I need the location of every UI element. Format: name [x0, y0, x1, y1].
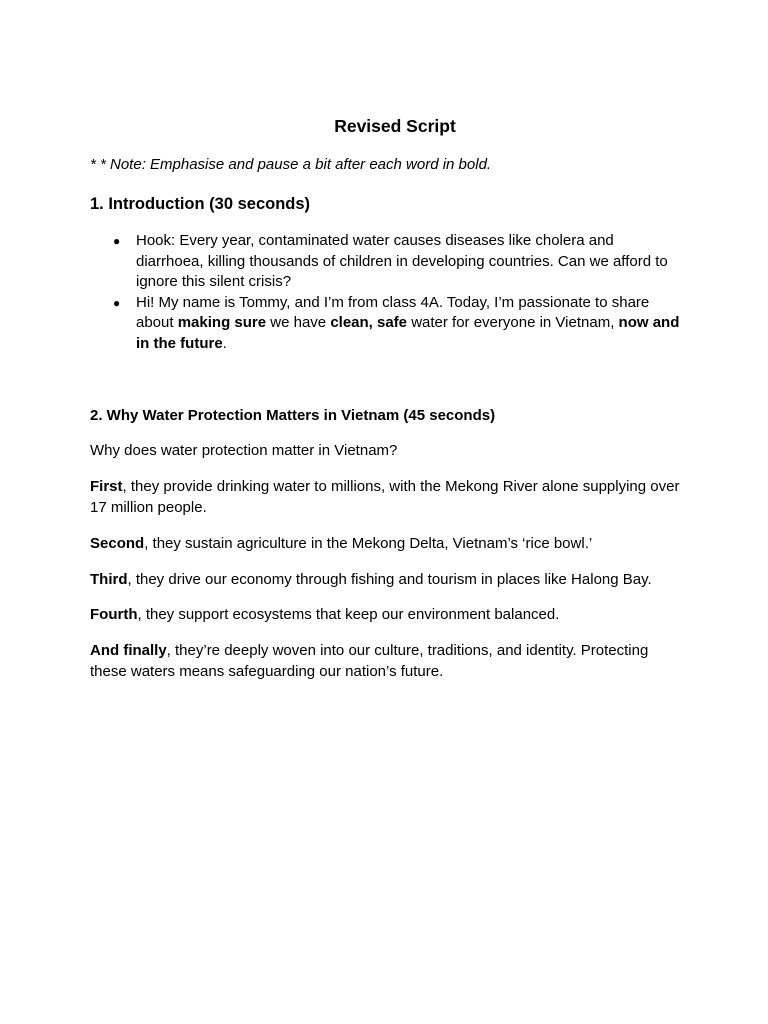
point-first [90, 477, 680, 518]
list-item-hook [90, 231, 680, 293]
point-second [90, 534, 680, 555]
section-introduction-heading: 1. Introduction (30 seconds) [90, 195, 311, 213]
point-lead: First [90, 478, 123, 495]
point-text: , they support ecosystems that keep our environment balanced. [137, 606, 560, 623]
point-text: , they’re deeply woven into our culture, traditions, and identity. Protecting these waters means safeguarding our nation’s future. [90, 642, 649, 680]
document-title: Revised Script [334, 116, 456, 136]
greeting-text [136, 294, 679, 352]
hook-text: Hook: Every year, contaminated water causes diseases like cholera and diarrhoea, killing thousands of children in developing countries. Can we afford to ignore this silent crisis? [136, 232, 668, 290]
greeting-bold-3: now and in the future [136, 314, 680, 352]
bold-note: * * Note: Emphasise and pause a bit after each word in bold. [90, 156, 492, 173]
section-question: Why does water protection matter in Vietnam? [90, 442, 398, 459]
point-fourth [90, 605, 680, 626]
point-lead: And finally [90, 642, 167, 659]
greeting-bold-1: making sure [177, 314, 267, 331]
point-text: , they provide drinking water to millions, with the Mekong River alone supplying over 17 million people. [90, 478, 680, 516]
point-lead: Second [90, 535, 145, 552]
point-lead: Fourth [90, 606, 138, 623]
point-finally [90, 641, 680, 682]
introduction-bullet-list [90, 231, 680, 354]
point-text: , they sustain agriculture in the Mekong Delta, Vietnam’s ‘rice bowl.’ [144, 535, 593, 552]
point-text: , they drive our economy through fishing and tourism in places like Halong Bay. [127, 571, 652, 588]
bullet-icon: ● [113, 295, 121, 310]
greeting-part-1: Hi! My name is Tommy, and I’m from class 4A. Today, I’m passionate to share about [136, 293, 650, 331]
point-lead: Third [90, 571, 128, 588]
greeting-part-3: water for everyone in Vietnam, [407, 314, 619, 331]
bullet-icon: ● [113, 234, 121, 248]
section-why-water-heading: 2. Why Water Protection Matters in Vietnam (45 seconds) [90, 407, 496, 424]
greeting-part-2: we have [266, 314, 331, 331]
point-third [90, 570, 680, 591]
list-item-greeting [90, 293, 680, 355]
greeting-part-4: . [222, 334, 227, 352]
greeting-bold-2: clean, safe [330, 314, 408, 331]
